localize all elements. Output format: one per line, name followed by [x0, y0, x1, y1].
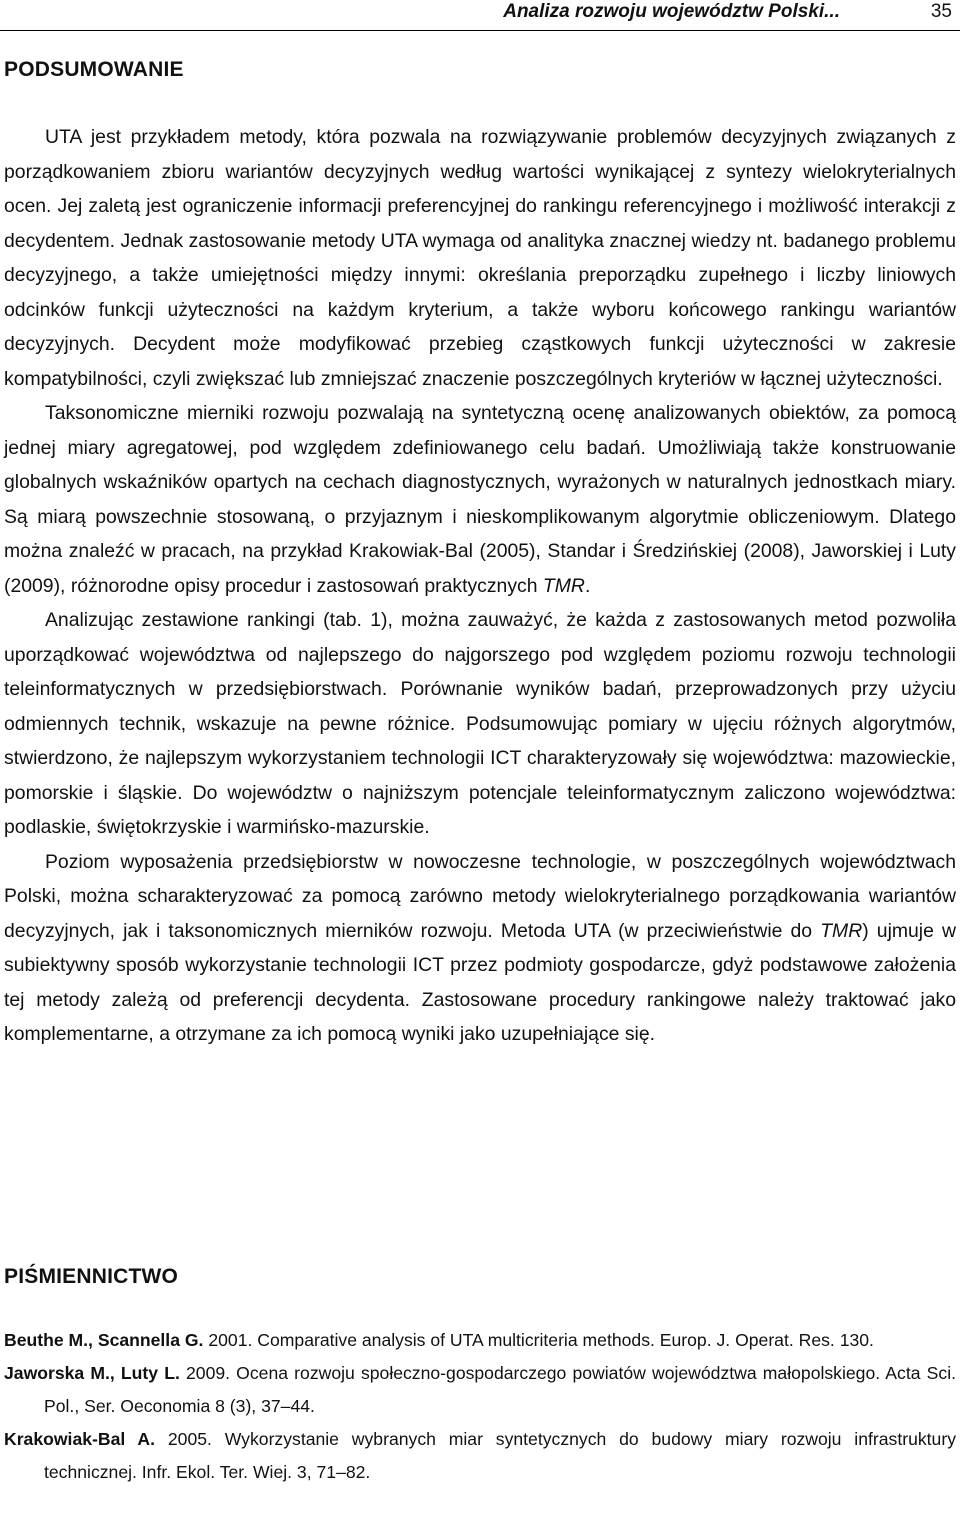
references-list: [4, 1324, 956, 1489]
summary-body: [4, 120, 956, 1052]
summary-paragraph-3: Analizując zestawione rankingi (tab. 1), można zauważyć, że każda z zastosowanych metod pozwoliła uporządkować województwa od najlepszego do najgorszego pod względem poziomu rozwoju technologii teleinformatycznych w przedsiębiorstwach. Porównanie wyników badań, przeprowadzonych przy użyciu odmiennych technik, wskazuje na pewne różnice. Podsumowując pomiary w ujęciu różnych algorytmów, stwierdzono, że najlepszym wykorzystaniem technologii ICT charakteryzowały się województwa: mazowieckie, pomorskie i śląskie. Do województw o najniższym potencjale teleinformatycznym zaliczono województwa: podlaskie, świętokrzyskie i warmińsko-mazurskie.: [4, 609, 956, 838]
paragraph-2-end: .: [584, 574, 591, 597]
references-heading: PIŚMIENNICTWO: [4, 1265, 179, 1288]
paragraph-4-text-a: Poziom wyposażenia przedsiębiorstw w nowoczesne technologie, w poszczególnych województwach Polski, można scharakteryzować za pomocą zarówno metody wielokryterialnego porządkowania wariantów decyzyjnych, jak i taksonomicznych mierników rozwoju. Metoda UTA (w przeciwieństwie do: [4, 850, 956, 942]
reference-text: 2009. Ocena rozwoju społeczno-gospodarczego powiatów województwa małopolskiego. Acta Sci. Pol., Ser. Oeconomia 8 (3), 37–44.: [44, 1363, 956, 1416]
reference-text: 2005. Wykorzystanie wybranych miar syntetycznych do budowy miary rozwoju infrastruktury technicznej. Infr. Ekol. Ter. Wiej. 3, 71–82.: [44, 1429, 956, 1482]
summary-paragraph-1: UTA jest przykładem metody, która pozwala na rozwiązywanie problemów decyzyjnych związanych z porządkowaniem zbioru wariantów decyzyjnych według wartości wynikającej z syntezy wielokryterialnych ocen. Jej zaletą jest ograniczenie informacji preferencyjnej do rankingu referencyjnego i możliwość interakcji z decydentem. Jednak zastosowanie metody UTA wymaga od analityka znacznej wiedzy nt. badanego problemu decyzyjnego, a także umiejętności między innymi: określania preporządku zupełnego i liczby liniowych odcinków funkcji użyteczności na każdym kryterium, a także wyboru końcowego rankingu wariantów decyzyjnych. Decydent może modyfikować przebieg cząstkowych funkcji użyteczności w zakresie kompatybilności, czyli zwiększać lub zmniejszać znaczenie poszczególnych kryteriów w łącznej użyteczności.: [4, 126, 956, 390]
reference-authors: Jaworska M., Luty L.: [4, 1363, 180, 1383]
reference-authors: Krakowiak-Bal A.: [4, 1429, 156, 1449]
reference-authors: Beuthe M., Scannella G.: [4, 1330, 204, 1350]
running-title: Analiza rozwoju województw Polski...: [503, 1, 840, 22]
paragraph-2-text: Taksonomiczne mierniki rozwoju pozwalają na syntetyczną ocenę analizowanych obiektów, za pomocą jednej miary agregatowej, pod względem zdefiniowanego celu badań. Umożliwiają także konstruowanie globalnych wskaźników opartych na cechach diagnostycznych, wyrażonych w naturalnych jednostkach miary. Są miarą powszechnie stosowaną, o przyjaznym i nieskomplikowanym algorytmie obliczeniowym. Dlatego można znaleźć w pracach, na przykład Krakowiak-Bal (2005), Standar i Średzińskiej (2008), Jaworskiej i Luty (2009), różnorodne opisy procedur i zastosowań praktycznych: [4, 402, 956, 597]
page-number: 35: [930, 1, 952, 22]
running-header: [0, 0, 960, 31]
summary-paragraph-2: [4, 396, 956, 603]
summary-heading: PODSUMOWANIE: [4, 58, 184, 81]
tmr-abbreviation-2: TMR: [820, 919, 863, 942]
reference-item: [4, 1423, 956, 1489]
reference-text: 2001. Comparative analysis of UTA multicriteria methods. Europ. J. Operat. Res. 130.: [203, 1330, 874, 1350]
paragraph-4-text-b: ) ujmuje w subiektywny sposób wykorzystanie technologii ICT przez podmioty gospodarcze, gdyż podstawowe założenia tej metody zależą od preferencji decydenta. Zastosowane procedury rankingowe należy traktować jako komplementarne, a otrzymane za ich pomocą wyniki jako uzupełniające się.: [4, 919, 957, 1045]
reference-item: [4, 1324, 956, 1357]
summary-paragraph-4: [4, 845, 956, 1052]
tmr-abbreviation: TMR: [542, 574, 585, 597]
reference-item: [4, 1357, 956, 1423]
